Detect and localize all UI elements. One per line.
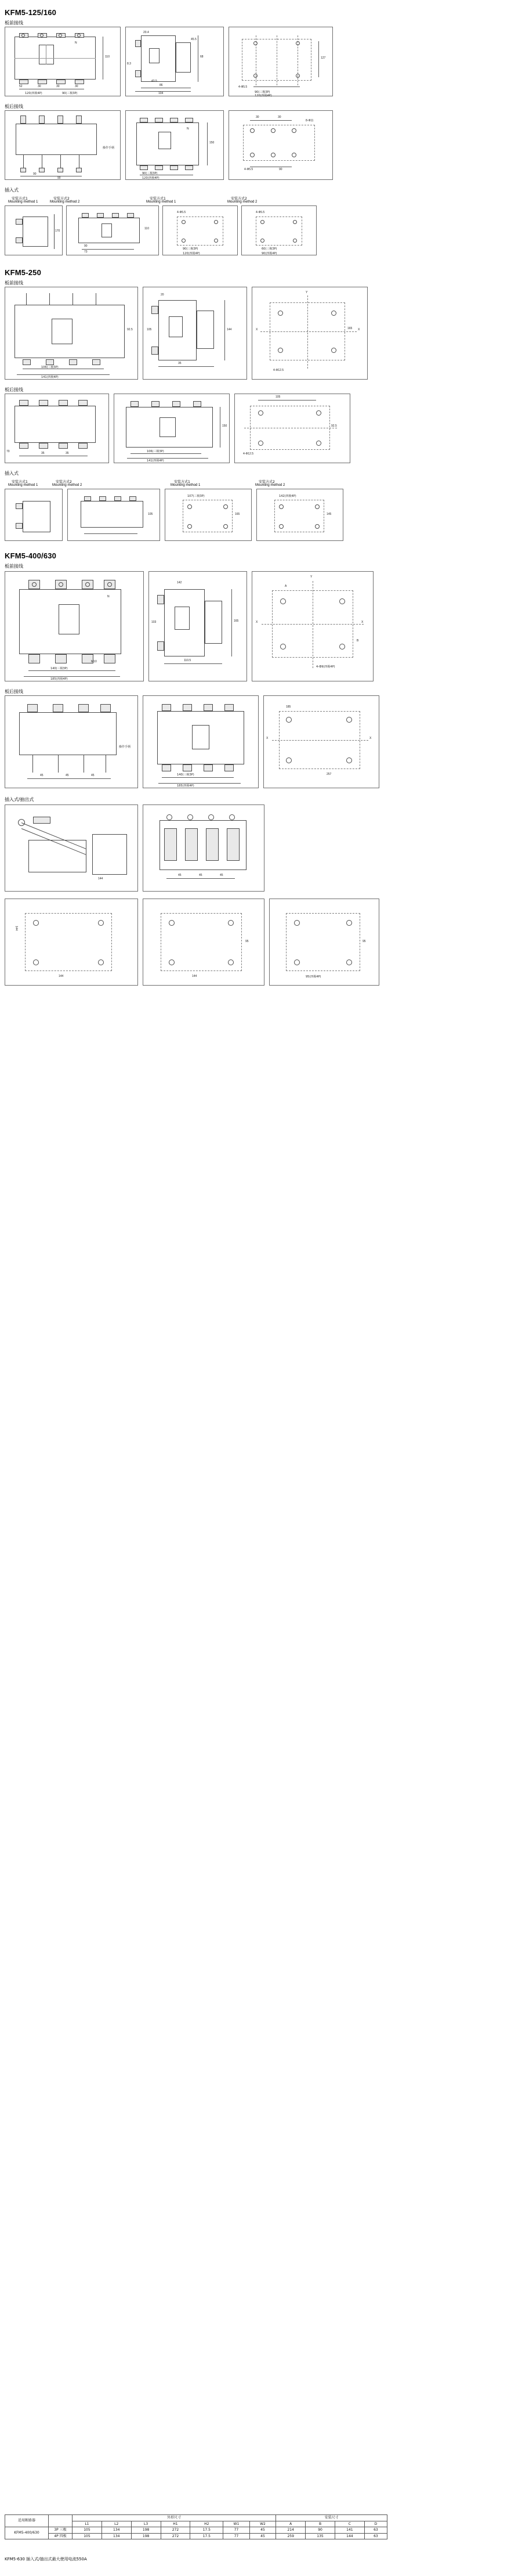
label-x2-400: X — [256, 620, 258, 624]
label-n-pole-2: N — [187, 127, 189, 131]
label-y-250: Y — [306, 291, 308, 294]
cell-3p-L1: 105 — [72, 2527, 102, 2534]
table-col-L1: L1 — [72, 2521, 102, 2527]
row-label-3-1: 板前接线 — [5, 564, 23, 569]
row-label-2-1: 板前接线 — [5, 280, 23, 286]
table-col-C: C — [335, 2521, 364, 2527]
label-x2-250: X — [358, 328, 360, 331]
table-col-W2: W2 — [249, 2521, 276, 2527]
table-cell-model: KFM5-400/630 — [5, 2527, 49, 2539]
dim-125-plugin-170: 170 — [55, 229, 60, 233]
mount-method2-cn-1: 安装方式2 — [53, 197, 70, 201]
mount-method2-en-3: Mounting method 2 — [52, 484, 82, 487]
cell-3p-L3: 198 — [131, 2527, 161, 2534]
drawing-125-rear-mount — [229, 110, 333, 180]
drawing-400-plate-1 — [5, 899, 138, 986]
dim-125-front-4p: 120(四极4P) — [25, 92, 42, 95]
drawing-250-plugin-3 — [165, 489, 252, 541]
footnote: KFM5-630 插入式/抽出式最大使用电流550A — [5, 2557, 87, 2561]
label-x-400: X — [361, 620, 364, 624]
table-col-B: B — [306, 2521, 335, 2527]
cell-4p-L3: 198 — [131, 2533, 161, 2539]
dim-125-front-126: 68 — [200, 55, 204, 59]
mount-method1-cn-4: 安装方式1 — [174, 480, 190, 484]
cell-3p-B: 90 — [306, 2527, 335, 2534]
dim-125-rear-90b: 90 — [57, 176, 61, 180]
dim-400-front-103: 103 — [151, 620, 157, 624]
mount-method2-en-1: Mounting method 2 — [50, 200, 80, 204]
dim-125-rear-30a: 30 — [256, 116, 259, 119]
mount-method2-cn-4: 安装方式2 — [259, 480, 275, 484]
label-b-400: B — [357, 639, 359, 643]
mount-method2-cn-2: 安装方式2 — [231, 197, 247, 201]
label-x-250: X — [256, 328, 258, 331]
dim-250-rear-35b: 35 — [66, 452, 69, 455]
dim-125-plugin-4hole: 4-Ф5.5 — [177, 211, 186, 214]
dim-250-plugin-145: 145 — [327, 513, 332, 516]
drawing-125-plugin-2 — [66, 205, 159, 255]
dim-250-rear-150: 150 — [222, 424, 227, 428]
section-title-2: KFM5-250 — [5, 268, 42, 277]
dim-250-front-105: 105 — [147, 328, 152, 331]
cell-3p-W1: 77 — [223, 2527, 250, 2534]
dim-250-front-92: 92.5 — [127, 328, 133, 331]
cell-3p-W2: 45 — [249, 2527, 276, 2534]
section-title-3: KFM5-400/630 — [5, 551, 57, 560]
label-a-400: A — [285, 585, 287, 588]
drawing-400-drawout-left — [5, 804, 138, 892]
dim-250-rear-3p: 106(三极3P) — [147, 450, 164, 453]
dim-250-plugin-4p: 142(四极4P) — [279, 495, 296, 498]
label-n-pole-1: N — [75, 41, 77, 45]
cell-4p-L2: 134 — [102, 2533, 131, 2539]
drawing-250-rear-left — [5, 394, 109, 463]
row-label-1-3: 插入式 — [5, 187, 19, 193]
table-col-W1: W1 — [223, 2521, 250, 2527]
cell-4p-H2: 17.5 — [190, 2533, 223, 2539]
dim-125-front-435: 43.5 — [151, 80, 157, 83]
cell-3p-H1: 272 — [161, 2527, 190, 2534]
dim-250-plugin-3p: 107(三极3P) — [187, 495, 205, 498]
cell-3p-H2: 17.5 — [190, 2527, 223, 2534]
table-col-H1: H1 — [161, 2521, 190, 2527]
dim-400-front-3p: 140(三极3P) — [50, 667, 68, 670]
dim-250-rear-4p: 141(四极4P) — [147, 459, 164, 463]
dim-250-plugin-165: 165 — [235, 513, 240, 516]
dim-400-rear-45b: 45 — [66, 774, 69, 777]
drawing-125-front-left — [5, 27, 121, 96]
dim-125-front-86: 86 — [160, 84, 163, 87]
dim-400-plate-95: 95 — [245, 940, 249, 943]
mount-method1-en-4: Mounting method 1 — [171, 484, 201, 487]
dim-400-front-165: 165 — [234, 619, 239, 623]
cell-4p-D: 63 — [364, 2533, 387, 2539]
dim-250-front-35: 35 — [178, 362, 182, 365]
dim-125-rear-8hole: 8-Ф11 — [306, 119, 314, 122]
label-x2-400-rear: X — [369, 737, 372, 740]
dim-125-plugin-3p: 90(三极3P) — [183, 247, 198, 251]
cell-4p-W1: 77 — [223, 2533, 250, 2539]
dim-125-rear-90c: 90 — [279, 168, 282, 171]
cell-4p-C: 144 — [335, 2533, 364, 2539]
cell-4p-B: 135 — [306, 2533, 335, 2539]
drawing-125-plugin-3 — [162, 205, 238, 255]
row-label-1-1: 板前接线 — [5, 20, 23, 26]
dim-125-plugin-90: 90 — [84, 244, 88, 248]
table-row — [5, 2533, 387, 2539]
dim-250-front-165: 165 — [347, 327, 353, 330]
dim-125-rear-4p: 120(四极4P) — [142, 176, 160, 180]
dim-400-rear-45a: 45 — [40, 774, 44, 777]
dim-250-front-4hole: 4-Ф12.5 — [273, 369, 284, 372]
table-row — [5, 2527, 387, 2534]
table-col-L2: L2 — [102, 2521, 131, 2527]
drawing-125-rear-left — [5, 110, 121, 180]
dim-400-plate-144: 144 — [59, 975, 64, 978]
dim-125-front-a: 52 — [19, 85, 23, 88]
mount-method1-en-1: Mounting method 1 — [8, 200, 38, 204]
dim-400-drawout-45c: 45 — [220, 874, 223, 877]
dim-125-plugin-4p: 120(四极4P) — [183, 252, 200, 255]
dim-125-front-3p2: 90(三极3P) — [255, 91, 270, 94]
drawing-250-rear-mid — [114, 394, 230, 463]
drawing-400-front-left — [5, 571, 144, 681]
drawing-400-rear-mid — [143, 695, 259, 788]
dim-125-rear-4hole: 4-Ф5.5 — [244, 168, 253, 171]
drawing-125-plugin-4 — [241, 205, 317, 255]
label-plate-1-vert: 144 — [14, 926, 18, 931]
cell-3p-L2: 134 — [102, 2527, 131, 2534]
row-label-2-3: 插入式 — [5, 471, 19, 476]
drawing-250-front-side — [143, 287, 247, 380]
drawing-250-front-left — [5, 287, 138, 380]
table-col-A: A — [276, 2521, 306, 2527]
drawing-125-plugin-1 — [5, 205, 63, 255]
dim-400-rear-45c: 45 — [91, 774, 95, 777]
dim-400-front-1105: 110.5 — [184, 659, 191, 662]
table-head-mount: 安装尺寸 — [276, 2515, 387, 2521]
drawing-400-drawout-mid — [143, 804, 264, 892]
dim-125-plugin-4hole2: 4-Ф5.5 — [256, 211, 265, 214]
dim-125-front-h: 110 — [105, 55, 110, 59]
table-head-outer: 外形尺寸 — [72, 2515, 276, 2521]
drawing-250-front-mount — [252, 287, 368, 380]
dim-400-plate-144b: 144 — [192, 975, 197, 978]
dim-125-plugin-3p2: 60(三极3P) — [262, 247, 277, 251]
mount-method1-cn-1: 安装方式1 — [12, 197, 28, 201]
mount-method2-en-2: Mounting method 2 — [227, 200, 258, 204]
drawing-250-plugin-2 — [67, 489, 160, 541]
cell-4p-W2: 45 — [249, 2533, 276, 2539]
drawing-400-front-mount — [252, 571, 374, 681]
dim-400-drawout-45a: 45 — [178, 874, 182, 877]
label-rotary-handle-1: 操作手柄 — [103, 146, 115, 150]
dim-400-front-4hole: 4-Ф9(四极4P) — [316, 665, 335, 669]
drawing-125-rear-mid — [125, 110, 224, 180]
dim-125-plugin-4p2: 90(四极4P) — [262, 252, 277, 255]
drawing-400-plate-2 — [143, 899, 264, 986]
mount-method1-en-3: Mounting method 1 — [8, 484, 38, 487]
dim-400-plate-95b: 95 — [362, 940, 366, 943]
dim-125-front-455: 45.5 — [191, 38, 197, 41]
dim-250-front-3p: 106(三极3P) — [41, 366, 59, 369]
table-head-model: 适用断路器 — [5, 2515, 49, 2527]
table-col-H2: H2 — [190, 2521, 223, 2527]
table-col-L3: L3 — [131, 2521, 161, 2527]
dim-250-rear-925: 92.5 — [331, 424, 337, 428]
dim-125-plugin-110: 110 — [144, 227, 149, 230]
drawing-250-plugin-1 — [5, 489, 63, 541]
cell-4p-H1: 272 — [161, 2533, 190, 2539]
cell-3p-D: 63 — [364, 2527, 387, 2534]
dim-250-rear-70: 70 — [6, 450, 10, 453]
dim-125-front-d: 30 — [75, 85, 78, 88]
dim-125-front-4p2: 120(四极4P) — [255, 94, 272, 98]
dim-250-rear-105: 105 — [276, 395, 281, 399]
dim-400-rear-3p: 140(三极3P) — [177, 773, 194, 777]
cell-3p-C: 141 — [335, 2527, 364, 2534]
label-n-pole-3: N — [107, 595, 110, 598]
row-label-3-3: 插入式/抽出式 — [5, 797, 34, 802]
section-title-1: KFM5-125/160 — [5, 8, 57, 17]
label-m10: M10 — [91, 660, 97, 663]
dim-400-rear-4p: 185(四极4P) — [177, 784, 194, 788]
row-label-1-2: 板后接线 — [5, 104, 23, 109]
cell-4p-L1: 105 — [72, 2533, 102, 2539]
dim-125-rear-150: 150 — [209, 141, 215, 145]
dim-125-rear-90a: 90 — [33, 172, 37, 176]
dim-250-front-20: 20 — [161, 293, 164, 297]
dim-125-front-3p: 90(三极3P) — [62, 92, 78, 95]
drawing-125-front-mount — [229, 27, 333, 96]
drawing-250-rear-mount — [234, 394, 350, 463]
label-handle-400: 操作手柄 — [119, 745, 131, 749]
dim-400-rear-257: 257 — [327, 773, 332, 776]
table-col-D: D — [364, 2521, 387, 2527]
dim-125-rear-3p: 90(三极3P) — [142, 172, 158, 175]
drawing-400-front-side — [148, 571, 247, 681]
dim-400-drawout-45b: 45 — [199, 874, 202, 877]
dim-125-front-83: 8.3 — [127, 62, 131, 66]
dim-125-front-104: 104 — [158, 92, 164, 95]
dim-125-front-hole: 4-Ф5.5 — [238, 85, 248, 89]
dim-125-front-127: 127 — [321, 56, 326, 60]
dim-400-rear-185: 185 — [286, 705, 291, 709]
dim-125-front-b: 30 — [38, 85, 41, 88]
row-label-3-2: 板后接线 — [5, 689, 23, 694]
drawing-125-front-side — [125, 27, 224, 96]
dim-250-front-144: 144 — [227, 328, 232, 331]
dim-250-front-4p: 141(四极4P) — [41, 376, 59, 379]
mount-method1-en-2: Mounting method 1 — [146, 200, 176, 204]
drawing-400-rear-mount — [263, 695, 379, 788]
dim-400-plate-4p: 95(四极4P) — [306, 975, 321, 979]
label-x-400-rear: X — [266, 737, 269, 740]
dim-250-plugin-105: 105 — [148, 513, 153, 516]
table-cell-variant-4p: 4P 四极 — [49, 2533, 72, 2539]
mount-method1-cn-3: 安装方式1 — [12, 480, 28, 484]
drawing-400-rear-left — [5, 695, 138, 788]
dim-125-rear-30b: 30 — [278, 116, 281, 119]
row-label-2-2: 板后接线 — [5, 387, 23, 392]
cell-4p-A: 259 — [276, 2533, 306, 2539]
drawing-250-plugin-4 — [256, 489, 343, 541]
dim-400-front-4p: 185(四极4P) — [50, 677, 68, 681]
mount-method2-cn-3: 安装方式2 — [56, 480, 72, 484]
cell-3p-A: 214 — [276, 2527, 306, 2534]
dim-250-rear-35a: 35 — [41, 452, 45, 455]
mount-method2-en-4: Mounting method 2 — [255, 484, 285, 487]
dim-250-rear-4hole: 4-Ф12.5 — [243, 452, 253, 456]
spec-table — [5, 2514, 387, 2539]
dim-125-plugin-73: 73 — [84, 250, 88, 254]
dim-125-front-204: 20.4 — [143, 31, 149, 34]
dim-400-drawout-l: 144 — [98, 877, 103, 881]
drawing-400-plate-3 — [269, 899, 379, 986]
label-y-400: Y — [310, 575, 313, 579]
table-cell-variant-3p: 3P 三极 — [49, 2527, 72, 2534]
mount-method1-cn-2: 安装方式1 — [150, 197, 166, 201]
dim-400-front-142: 142 — [177, 581, 182, 585]
dim-125-front-c: 30 — [56, 85, 60, 88]
